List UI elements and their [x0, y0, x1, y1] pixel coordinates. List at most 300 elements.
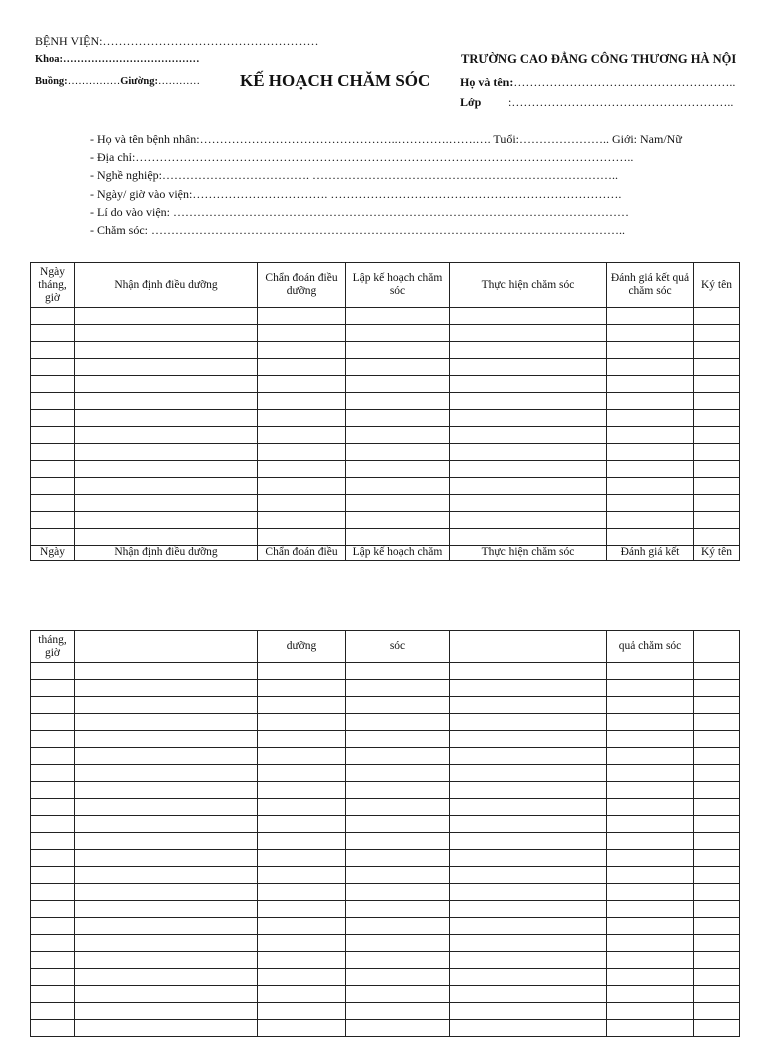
table-cell — [258, 680, 346, 697]
table-row — [31, 393, 740, 410]
table-row — [31, 799, 740, 816]
table-cell — [450, 918, 607, 935]
table-cell — [607, 969, 694, 986]
table-cell — [607, 1003, 694, 1020]
table-cell — [31, 850, 75, 867]
table-row — [31, 1003, 740, 1020]
col-header-signature-cont — [694, 631, 740, 663]
table-cell — [607, 731, 694, 748]
table-cell — [31, 782, 75, 799]
table-cell — [258, 325, 346, 342]
table-cell — [694, 663, 740, 680]
table-row — [31, 495, 740, 512]
table-cell — [258, 748, 346, 765]
table-row — [31, 731, 740, 748]
table-cell — [607, 376, 694, 393]
table-cell — [450, 376, 607, 393]
table-cell — [346, 748, 450, 765]
table-cell — [258, 342, 346, 359]
table-cell — [258, 799, 346, 816]
table-cell — [607, 529, 694, 546]
table-cell — [346, 986, 450, 1003]
table-cell — [450, 393, 607, 410]
table-cell — [346, 663, 450, 680]
table-row — [31, 816, 740, 833]
table-cell — [346, 495, 450, 512]
table-row — [31, 308, 740, 325]
patient-info-admission: - Ngày/ giờ vào viện:……………………………. ………………………………………………………………. — [90, 187, 622, 201]
table-cell — [607, 1020, 694, 1037]
table-cell — [694, 731, 740, 748]
table-cell — [31, 714, 75, 731]
table-cell — [694, 867, 740, 884]
table-cell — [346, 461, 450, 478]
col-header-diagnosis-cont: dưỡng — [258, 631, 346, 663]
table-cell — [31, 748, 75, 765]
table-row — [31, 444, 740, 461]
table-cell — [450, 461, 607, 478]
table-cell — [31, 935, 75, 952]
table-cell — [694, 952, 740, 969]
table-cell — [75, 342, 258, 359]
table-cell — [450, 427, 607, 444]
table-cell — [346, 901, 450, 918]
table-cell — [450, 1020, 607, 1037]
col-header-assessment: Nhận định điều dưỡng — [75, 263, 258, 308]
class-line — [460, 95, 733, 110]
table-cell — [607, 782, 694, 799]
table-cell — [607, 918, 694, 935]
table-row — [31, 478, 740, 495]
table-cell — [607, 410, 694, 427]
table-cell — [607, 308, 694, 325]
page-title: KẾ HOẠCH CHĂM SÓC — [240, 71, 431, 90]
table-cell — [346, 393, 450, 410]
table-cell — [31, 833, 75, 850]
col-header-diagnosis: Chẩn đoán điều dưỡng — [258, 263, 346, 308]
table-cell — [75, 529, 258, 546]
room-label: Buồng: — [35, 76, 68, 87]
table-header-row — [31, 263, 740, 308]
table-cell — [450, 680, 607, 697]
table-cell — [607, 748, 694, 765]
table-cell — [346, 325, 450, 342]
table-cell — [346, 410, 450, 427]
table-cell — [258, 1020, 346, 1037]
table-cell — [31, 663, 75, 680]
table-cell — [694, 697, 740, 714]
table-cell — [75, 393, 258, 410]
table-cell — [31, 410, 75, 427]
table-cell — [258, 782, 346, 799]
table-row — [31, 884, 740, 901]
table-cell — [346, 680, 450, 697]
table-cell — [450, 342, 607, 359]
table-cell — [31, 444, 75, 461]
repeat-header-date: Ngày — [31, 546, 75, 561]
table-row — [31, 918, 740, 935]
table-cell — [450, 799, 607, 816]
table-cell — [607, 765, 694, 782]
table-cell — [258, 867, 346, 884]
table-row — [31, 901, 740, 918]
table-cell — [694, 427, 740, 444]
table-cell — [607, 359, 694, 376]
table-cell — [258, 393, 346, 410]
class-label: Lớp — [460, 95, 482, 109]
table-cell — [31, 986, 75, 1003]
table-row — [31, 697, 740, 714]
table-cell — [450, 478, 607, 495]
table-cell — [450, 935, 607, 952]
table-row — [31, 427, 740, 444]
patient-info-reason: - Lí do vào viện: …………………………………………………………………………………………………… — [90, 205, 629, 219]
table-cell — [75, 325, 258, 342]
table-cell — [31, 1003, 75, 1020]
table-cell — [75, 308, 258, 325]
table-cell — [694, 884, 740, 901]
table-cell — [258, 731, 346, 748]
table-cell — [450, 697, 607, 714]
table-cell — [258, 697, 346, 714]
table-cell — [258, 884, 346, 901]
table-cell — [450, 410, 607, 427]
table-cell — [346, 782, 450, 799]
table-cell — [346, 969, 450, 986]
table-cell — [607, 512, 694, 529]
table-cell — [607, 461, 694, 478]
table-cell — [75, 714, 258, 731]
table-cell — [694, 935, 740, 952]
table-cell — [31, 799, 75, 816]
repeat-header-planning: Lập kế hoạch chăm — [346, 546, 450, 561]
table-cell — [694, 680, 740, 697]
table-cell — [31, 697, 75, 714]
table-row — [31, 952, 740, 969]
table-cell — [31, 427, 75, 444]
table-cell — [75, 884, 258, 901]
table-cell — [31, 680, 75, 697]
repeat-header-diagnosis: Chẩn đoán điều — [258, 546, 346, 561]
table-cell — [75, 799, 258, 816]
table-cell — [75, 376, 258, 393]
table-cell — [75, 1020, 258, 1037]
table-cell — [346, 308, 450, 325]
table-cell — [75, 782, 258, 799]
table-cell — [346, 512, 450, 529]
table-row — [31, 529, 740, 546]
room-dots: …………… — [67, 76, 121, 87]
table-cell — [346, 952, 450, 969]
table-row — [31, 461, 740, 478]
table-cell — [31, 325, 75, 342]
table-cell — [346, 1020, 450, 1037]
table-cell — [607, 680, 694, 697]
table-cell — [258, 376, 346, 393]
table-cell — [258, 816, 346, 833]
table-repeat-header-row — [31, 546, 740, 561]
table-cell — [75, 512, 258, 529]
table-cell — [75, 918, 258, 935]
repeat-header-implementation: Thực hiện chăm sóc — [450, 546, 607, 561]
col-header-date: Ngày tháng, giờ — [31, 263, 75, 308]
student-name-label: Họ và tên: — [460, 75, 514, 89]
table-row — [31, 833, 740, 850]
table-cell — [31, 867, 75, 884]
table-cell — [346, 833, 450, 850]
table-cell — [75, 833, 258, 850]
table-cell — [75, 816, 258, 833]
table-cell — [75, 731, 258, 748]
table-cell — [75, 444, 258, 461]
table-cell — [450, 816, 607, 833]
table-cell — [75, 986, 258, 1003]
table-row — [31, 986, 740, 1003]
table-cell — [450, 714, 607, 731]
table-cell — [75, 867, 258, 884]
table-cell — [694, 325, 740, 342]
table-cell — [694, 393, 740, 410]
table-cell — [75, 901, 258, 918]
table-cell — [258, 512, 346, 529]
table-cell — [346, 427, 450, 444]
table-cell — [75, 935, 258, 952]
table-cell — [31, 884, 75, 901]
table-row — [31, 969, 740, 986]
table-row — [31, 765, 740, 782]
table-cell — [694, 308, 740, 325]
table-cell — [450, 359, 607, 376]
col-header-signature: Ký tên — [694, 263, 740, 308]
table-cell — [694, 1020, 740, 1037]
table-cell — [258, 901, 346, 918]
table-cell — [75, 410, 258, 427]
table-cell — [694, 1003, 740, 1020]
table-cell — [450, 850, 607, 867]
table-cell — [346, 731, 450, 748]
table-cell — [346, 884, 450, 901]
table-cell — [75, 680, 258, 697]
class-dots: :……………………………………………….. — [508, 95, 734, 109]
table-cell — [31, 765, 75, 782]
table-cell — [450, 308, 607, 325]
table-row — [31, 342, 740, 359]
table-cell — [31, 952, 75, 969]
table-cell — [694, 444, 740, 461]
table-cell — [346, 850, 450, 867]
col-header-planning-cont: sóc — [346, 631, 450, 663]
table-cell — [694, 986, 740, 1003]
table-cell — [31, 342, 75, 359]
table-cell — [346, 816, 450, 833]
table-cell — [450, 748, 607, 765]
table-cell — [346, 478, 450, 495]
table-cell — [694, 376, 740, 393]
table-cell — [607, 444, 694, 461]
school-name: TRƯỜNG CAO ĐẲNG CÔNG THƯƠNG HÀ NỘI — [461, 52, 737, 66]
table-cell — [346, 867, 450, 884]
table-cell — [75, 765, 258, 782]
student-name-dots: ……………………………………………….. — [513, 75, 736, 89]
table-cell — [258, 410, 346, 427]
table-cell — [346, 1003, 450, 1020]
col-header-planning: Lập kế hoạch chăm sóc — [346, 263, 450, 308]
table-cell — [258, 986, 346, 1003]
table-cell — [258, 850, 346, 867]
table-row — [31, 782, 740, 799]
table-cell — [258, 529, 346, 546]
table-cell — [607, 986, 694, 1003]
table-cell — [607, 427, 694, 444]
table-cell — [694, 478, 740, 495]
table-cell — [450, 969, 607, 986]
care-plan-table-2 — [30, 630, 740, 1037]
table-cell — [346, 918, 450, 935]
table-cell — [607, 935, 694, 952]
table-cell — [346, 799, 450, 816]
table-cell — [31, 359, 75, 376]
table-cell — [75, 850, 258, 867]
hospital-line: BỆNH VIỆN:……………………………………………… — [35, 34, 319, 48]
table-cell — [607, 867, 694, 884]
repeat-header-evaluation: Đánh giá kết — [607, 546, 694, 561]
table-cell — [258, 359, 346, 376]
table-header-row-continued — [31, 631, 740, 663]
table-cell — [694, 748, 740, 765]
col-header-evaluation: Đánh giá kết quả chăm sóc — [607, 263, 694, 308]
table-cell — [31, 512, 75, 529]
table-cell — [607, 799, 694, 816]
table-cell — [346, 359, 450, 376]
table-cell — [258, 833, 346, 850]
table-row — [31, 850, 740, 867]
table-cell — [258, 663, 346, 680]
table-cell — [450, 833, 607, 850]
repeat-header-signature: Ký tên — [694, 546, 740, 561]
table-row — [31, 512, 740, 529]
table-cell — [450, 952, 607, 969]
table-cell — [450, 867, 607, 884]
table-cell — [346, 697, 450, 714]
table-cell — [694, 512, 740, 529]
table-cell — [450, 444, 607, 461]
table-cell — [694, 714, 740, 731]
table-cell — [31, 495, 75, 512]
table-cell — [75, 697, 258, 714]
table-cell — [694, 816, 740, 833]
table-row — [31, 325, 740, 342]
table-cell — [75, 969, 258, 986]
table-cell — [694, 782, 740, 799]
table-cell — [75, 427, 258, 444]
table-row — [31, 748, 740, 765]
table-cell — [75, 748, 258, 765]
table-cell — [607, 393, 694, 410]
bed-label: Giường: — [120, 76, 158, 87]
table-cell — [450, 782, 607, 799]
table-cell — [346, 342, 450, 359]
table-cell — [31, 918, 75, 935]
table-cell — [607, 952, 694, 969]
table-cell — [75, 1003, 258, 1020]
col-header-assessment-cont — [75, 631, 258, 663]
table-cell — [607, 697, 694, 714]
table-cell — [31, 308, 75, 325]
col-header-implementation-cont — [450, 631, 607, 663]
table-cell — [258, 952, 346, 969]
table-cell — [607, 833, 694, 850]
table-row — [31, 359, 740, 376]
table-cell — [694, 918, 740, 935]
patient-info-occupation: - Nghề nghiệp:………………………………. ………………………………………………………………….. — [90, 168, 618, 182]
care-plan-table-1 — [30, 262, 740, 561]
table-1-body — [31, 308, 740, 546]
patient-info-address: - Địa chỉ:…………………………………………………………………………………………………………….. — [90, 150, 634, 164]
table-cell — [450, 325, 607, 342]
patient-info-name: - Họ và tên bệnh nhân:…………………………………………..………….…….…. Tuổi:………………….. Giới: Nam/Nữ — [90, 132, 682, 146]
table-cell — [258, 918, 346, 935]
table-cell — [31, 731, 75, 748]
table-cell — [450, 901, 607, 918]
table-row — [31, 680, 740, 697]
table-cell — [258, 495, 346, 512]
repeat-header-assessment: Nhận định điều dưỡng — [75, 546, 258, 561]
table-row — [31, 663, 740, 680]
table-cell — [31, 478, 75, 495]
table-cell — [346, 765, 450, 782]
table-cell — [75, 461, 258, 478]
table-cell — [75, 478, 258, 495]
table-cell — [450, 512, 607, 529]
table-cell — [450, 663, 607, 680]
table-cell — [694, 410, 740, 427]
table-cell — [607, 342, 694, 359]
table-cell — [258, 478, 346, 495]
table-cell — [346, 529, 450, 546]
table-cell — [31, 901, 75, 918]
table-cell — [694, 495, 740, 512]
student-name-line — [460, 75, 735, 90]
table-cell — [694, 461, 740, 478]
table-cell — [258, 1003, 346, 1020]
table-row — [31, 714, 740, 731]
table-cell — [258, 969, 346, 986]
table-cell — [694, 901, 740, 918]
table-cell — [346, 935, 450, 952]
table-cell — [31, 376, 75, 393]
table-cell — [31, 969, 75, 986]
table-cell — [607, 478, 694, 495]
table-cell — [450, 765, 607, 782]
table-cell — [607, 325, 694, 342]
table-cell — [450, 731, 607, 748]
table-cell — [258, 461, 346, 478]
table-cell — [607, 901, 694, 918]
department-line: Khoa:………………………………… — [35, 54, 200, 65]
table-cell — [607, 850, 694, 867]
table-row — [31, 867, 740, 884]
table-cell — [346, 444, 450, 461]
table-cell — [258, 935, 346, 952]
table-cell — [607, 884, 694, 901]
table-cell — [346, 714, 450, 731]
table-cell — [346, 376, 450, 393]
table-cell — [31, 816, 75, 833]
table-2-body — [31, 663, 740, 1037]
table-cell — [75, 359, 258, 376]
table-cell — [450, 884, 607, 901]
room-bed-line — [35, 76, 200, 87]
